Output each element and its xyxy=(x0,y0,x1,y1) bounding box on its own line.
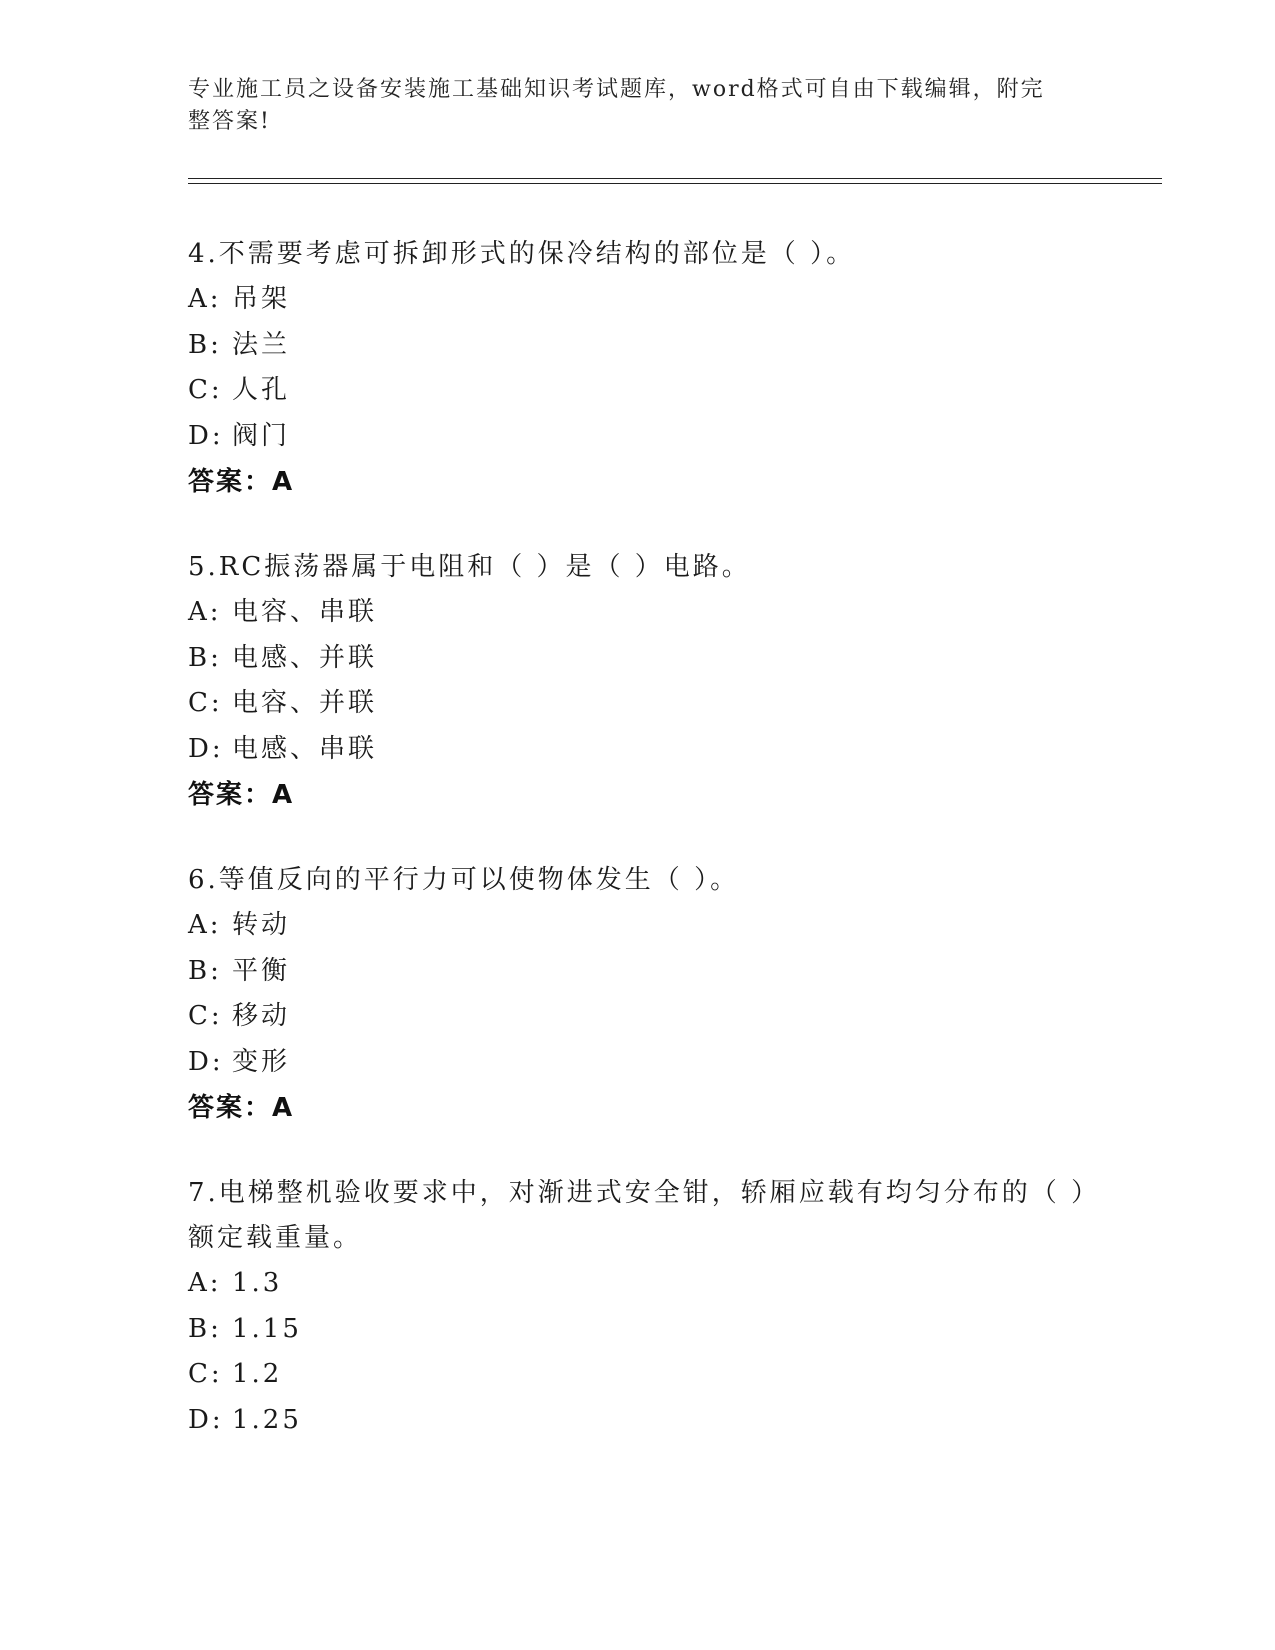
answer-line: 答案：A xyxy=(188,780,295,810)
option-b xyxy=(188,636,1088,682)
option-text: 平衡 xyxy=(232,955,291,986)
option-letter: C: xyxy=(188,688,223,718)
option-c xyxy=(188,681,1088,727)
option-text: 法兰 xyxy=(232,329,291,360)
option-letter: B: xyxy=(188,329,222,360)
option-text: 移动 xyxy=(232,1001,291,1031)
option-text: 变形 xyxy=(232,1046,291,1077)
option-d xyxy=(188,727,1088,773)
option-text: 电容、并联 xyxy=(232,688,378,718)
option-text: 阀门 xyxy=(232,420,291,451)
option-b xyxy=(188,323,1088,369)
header-divider-top xyxy=(188,178,1162,179)
option-text: 转动 xyxy=(232,910,291,940)
option-letter: D: xyxy=(188,1046,224,1077)
option-letter: C: xyxy=(188,1359,223,1389)
option-d xyxy=(188,414,1088,460)
option-text: 人孔 xyxy=(232,375,291,405)
question-item xyxy=(188,1171,1088,1443)
option-letter: C: xyxy=(188,375,223,405)
option-text: 1.2 xyxy=(232,1359,283,1389)
option-letter: A: xyxy=(188,284,222,314)
option-b xyxy=(188,949,1088,995)
option-text: 电感、串联 xyxy=(232,733,378,764)
option-c xyxy=(188,994,1088,1040)
option-text: 1.3 xyxy=(232,1268,283,1298)
question-stem: 6.等值反向的平行力可以使物体发生（ ）。 xyxy=(188,865,740,895)
option-a xyxy=(188,277,1088,323)
option-text: 1.15 xyxy=(232,1313,302,1344)
option-letter: B: xyxy=(188,642,222,673)
header-divider-bottom xyxy=(188,183,1162,184)
option-text: 吊架 xyxy=(232,284,291,314)
question-stem: 7.电梯整机验收要求中，对渐进式安全钳，轿厢应载有均匀分布的（ ）额定载重量。 xyxy=(188,1178,1088,1253)
option-text: 1.25 xyxy=(232,1404,302,1435)
option-letter: D: xyxy=(188,420,224,451)
question-list xyxy=(188,232,1088,1483)
option-letter: B: xyxy=(188,1313,222,1344)
option-letter: D: xyxy=(188,733,224,764)
option-letter: C: xyxy=(188,1001,223,1031)
option-letter: B: xyxy=(188,955,222,986)
option-c xyxy=(188,1352,1088,1398)
option-a xyxy=(188,1261,1088,1307)
option-letter: A: xyxy=(188,1268,222,1298)
option-a xyxy=(188,590,1088,636)
question-item xyxy=(188,545,1088,818)
question-stem: 5.RC振荡器属于电阻和（ ）是（ ）电路。 xyxy=(188,552,751,582)
option-letter: A: xyxy=(188,597,222,627)
document-header: 专业施工员之设备安装施工基础知识考试题库，word格式可自由下载编辑，附完整答案! xyxy=(188,77,1045,134)
answer-line: 答案：A xyxy=(188,467,295,497)
option-c xyxy=(188,368,1088,414)
answer-line: 答案：A xyxy=(188,1093,295,1123)
option-a xyxy=(188,903,1088,949)
option-text: 电感、并联 xyxy=(232,642,378,673)
question-stem: 4.不需要考虑可拆卸形式的保冷结构的部位是（ ）。 xyxy=(188,239,856,269)
option-d xyxy=(188,1398,1088,1444)
option-letter: A: xyxy=(188,910,222,940)
option-text: 电容、串联 xyxy=(232,597,378,627)
question-item xyxy=(188,858,1088,1131)
option-d xyxy=(188,1040,1088,1086)
option-letter: D: xyxy=(188,1404,224,1435)
option-b xyxy=(188,1307,1088,1353)
question-item xyxy=(188,232,1088,505)
